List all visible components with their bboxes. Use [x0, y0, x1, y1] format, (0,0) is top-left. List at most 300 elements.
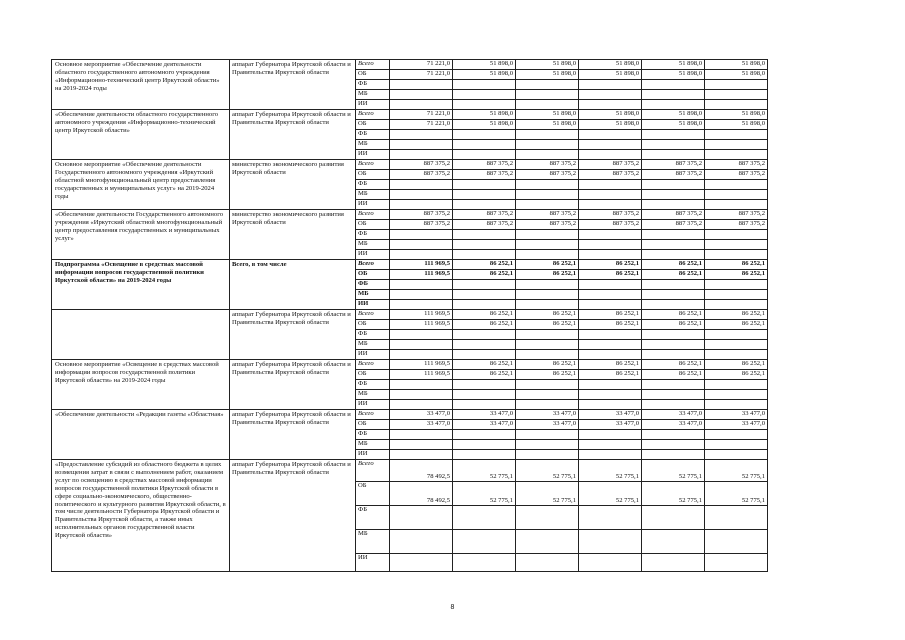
amount-cell — [453, 450, 516, 460]
amount-cell: 111 969,5 — [390, 310, 453, 320]
amount-cell: 86 252,1 — [579, 310, 642, 320]
amount-cell: 78 492,5 — [390, 482, 453, 506]
amount-cell — [390, 90, 453, 100]
amount-cell — [705, 390, 768, 400]
amount-cell: 887 375,2 — [579, 170, 642, 180]
amount-cell — [579, 380, 642, 390]
amount-cell — [642, 430, 705, 440]
amount-cell — [516, 300, 579, 310]
page-number: 8 — [450, 604, 455, 611]
amount-cell — [516, 440, 579, 450]
amount-cell — [705, 240, 768, 250]
funding-source-label: Всего — [356, 210, 390, 220]
amount-cell: 33 477,0 — [516, 410, 579, 420]
amount-cell — [642, 190, 705, 200]
amount-cell — [390, 100, 453, 110]
amount-cell — [642, 90, 705, 100]
table-row — [52, 460, 768, 482]
amount-cell: 86 252,1 — [705, 310, 768, 320]
amount-cell: 51 898,0 — [705, 70, 768, 80]
amount-cell: 52 775,1 — [453, 460, 516, 482]
funding-source-label: МБ — [356, 390, 390, 400]
amount-cell — [579, 140, 642, 150]
funding-source-label: Всего — [356, 310, 390, 320]
amount-cell: 887 375,2 — [516, 160, 579, 170]
amount-cell — [705, 180, 768, 190]
amount-cell: 86 252,1 — [705, 320, 768, 330]
amount-cell — [516, 250, 579, 260]
amount-cell — [390, 250, 453, 260]
amount-cell — [390, 430, 453, 440]
amount-cell: 86 252,1 — [579, 260, 642, 270]
amount-cell — [516, 180, 579, 190]
amount-cell: 887 375,2 — [642, 210, 705, 220]
amount-cell: 33 477,0 — [705, 420, 768, 430]
amount-cell — [705, 340, 768, 350]
amount-cell — [642, 400, 705, 410]
amount-cell — [390, 450, 453, 460]
amount-cell — [705, 230, 768, 240]
amount-cell — [642, 440, 705, 450]
funding-source-label: ИИ — [356, 250, 390, 260]
amount-cell — [390, 180, 453, 190]
funding-source-label: ИИ — [356, 300, 390, 310]
executor-name: министерство экономического развития Иркутской области — [230, 210, 356, 260]
amount-cell — [390, 390, 453, 400]
activity-description: «Обеспечение деятельности областного государственного автономного учреждения «Информационно-технический центр Иркутской области» — [52, 110, 230, 160]
amount-cell — [642, 130, 705, 140]
amount-cell — [705, 450, 768, 460]
amount-cell — [390, 80, 453, 90]
amount-cell: 51 898,0 — [453, 60, 516, 70]
funding-source-label: ОБ — [356, 270, 390, 280]
amount-cell: 33 477,0 — [642, 410, 705, 420]
funding-source-label: ФБ — [356, 430, 390, 440]
amount-cell: 86 252,1 — [579, 360, 642, 370]
amount-cell — [516, 530, 579, 554]
amount-cell: 51 898,0 — [516, 60, 579, 70]
amount-cell — [579, 450, 642, 460]
table-row — [52, 60, 768, 70]
activity-description: Основное мероприятие «Освещение в средствах массовой информации вопросов государственной политики Иркутской области» на 2019-2024 годы — [52, 360, 230, 410]
amount-cell — [453, 80, 516, 90]
amount-cell: 33 477,0 — [390, 410, 453, 420]
amount-cell — [705, 250, 768, 260]
amount-cell — [579, 530, 642, 554]
amount-cell: 33 477,0 — [453, 420, 516, 430]
table-row — [52, 210, 768, 220]
funding-source-label: ФБ — [356, 130, 390, 140]
table-row — [52, 260, 768, 270]
amount-cell: 51 898,0 — [642, 110, 705, 120]
amount-cell — [579, 350, 642, 360]
amount-cell — [579, 340, 642, 350]
amount-cell — [705, 440, 768, 450]
amount-cell — [516, 130, 579, 140]
amount-cell — [579, 80, 642, 90]
amount-cell — [579, 440, 642, 450]
amount-cell — [579, 150, 642, 160]
funding-source-label: Всего — [356, 160, 390, 170]
amount-cell — [516, 350, 579, 360]
funding-source-label: ОБ — [356, 70, 390, 80]
amount-cell: 51 898,0 — [579, 60, 642, 70]
amount-cell: 86 252,1 — [642, 270, 705, 280]
amount-cell: 111 969,5 — [390, 320, 453, 330]
amount-cell: 51 898,0 — [516, 120, 579, 130]
amount-cell — [516, 150, 579, 160]
amount-cell: 887 375,2 — [516, 210, 579, 220]
funding-source-label: ИИ — [356, 100, 390, 110]
funding-source-label: ИИ — [356, 150, 390, 160]
activity-description: «Обеспечение деятельности «Редакции газеты «Областная» — [52, 410, 230, 460]
funding-source-label: МБ — [356, 240, 390, 250]
amount-cell — [642, 230, 705, 240]
amount-cell — [579, 130, 642, 140]
amount-cell: 71 221,0 — [390, 120, 453, 130]
amount-cell — [453, 290, 516, 300]
amount-cell: 52 775,1 — [705, 460, 768, 482]
amount-cell — [642, 554, 705, 572]
amount-cell — [390, 280, 453, 290]
funding-source-label: ИИ — [356, 350, 390, 360]
amount-cell — [516, 190, 579, 200]
amount-cell: 887 375,2 — [705, 160, 768, 170]
amount-cell: 86 252,1 — [516, 360, 579, 370]
amount-cell: 51 898,0 — [642, 60, 705, 70]
amount-cell: 86 252,1 — [453, 360, 516, 370]
amount-cell: 71 221,0 — [390, 60, 453, 70]
amount-cell — [642, 150, 705, 160]
amount-cell — [453, 130, 516, 140]
amount-cell — [579, 180, 642, 190]
amount-cell — [642, 290, 705, 300]
amount-cell — [705, 380, 768, 390]
amount-cell: 86 252,1 — [642, 260, 705, 270]
amount-cell: 51 898,0 — [579, 120, 642, 130]
amount-cell — [516, 100, 579, 110]
amount-cell — [453, 100, 516, 110]
funding-source-label: ОБ — [356, 120, 390, 130]
amount-cell — [516, 390, 579, 400]
amount-cell: 887 375,2 — [453, 210, 516, 220]
amount-cell — [453, 180, 516, 190]
amount-cell — [453, 340, 516, 350]
amount-cell — [642, 390, 705, 400]
amount-cell: 86 252,1 — [642, 310, 705, 320]
amount-cell — [579, 90, 642, 100]
amount-cell — [516, 400, 579, 410]
amount-cell — [453, 240, 516, 250]
amount-cell: 887 375,2 — [453, 220, 516, 230]
amount-cell: 33 477,0 — [390, 420, 453, 430]
amount-cell — [705, 100, 768, 110]
amount-cell — [579, 290, 642, 300]
amount-cell — [390, 150, 453, 160]
funding-source-label: ФБ — [356, 506, 390, 530]
amount-cell: 887 375,2 — [705, 170, 768, 180]
budget-table — [51, 59, 768, 572]
funding-source-label: ИИ — [356, 200, 390, 210]
amount-cell — [579, 554, 642, 572]
amount-cell: 52 775,1 — [579, 460, 642, 482]
amount-cell: 33 477,0 — [579, 420, 642, 430]
funding-source-label: Всего — [356, 260, 390, 270]
amount-cell: 887 375,2 — [642, 170, 705, 180]
amount-cell — [579, 200, 642, 210]
funding-source-label: ФБ — [356, 380, 390, 390]
amount-cell: 887 375,2 — [453, 170, 516, 180]
amount-cell — [705, 130, 768, 140]
amount-cell: 86 252,1 — [579, 270, 642, 280]
amount-cell: 887 375,2 — [390, 160, 453, 170]
amount-cell: 111 969,5 — [390, 370, 453, 380]
amount-cell: 52 775,1 — [453, 482, 516, 506]
amount-cell — [642, 200, 705, 210]
funding-source-label: Всего — [356, 110, 390, 120]
amount-cell: 51 898,0 — [642, 70, 705, 80]
amount-cell — [516, 90, 579, 100]
amount-cell: 86 252,1 — [579, 370, 642, 380]
amount-cell — [390, 506, 453, 530]
amount-cell: 111 969,5 — [390, 360, 453, 370]
amount-cell: 86 252,1 — [453, 320, 516, 330]
amount-cell — [453, 300, 516, 310]
amount-cell: 86 252,1 — [705, 270, 768, 280]
amount-cell: 33 477,0 — [453, 410, 516, 420]
amount-cell: 887 375,2 — [579, 210, 642, 220]
amount-cell: 86 252,1 — [579, 320, 642, 330]
amount-cell — [516, 554, 579, 572]
amount-cell: 887 375,2 — [705, 220, 768, 230]
amount-cell — [516, 240, 579, 250]
amount-cell — [642, 350, 705, 360]
amount-cell: 51 898,0 — [642, 120, 705, 130]
amount-cell — [516, 140, 579, 150]
amount-cell — [642, 100, 705, 110]
funding-source-label: Всего — [356, 60, 390, 70]
executor-name: аппарат Губернатора Иркутской области и Правительства Иркутской области — [230, 360, 356, 410]
amount-cell — [390, 240, 453, 250]
amount-cell — [390, 200, 453, 210]
amount-cell: 33 477,0 — [516, 420, 579, 430]
amount-cell — [705, 290, 768, 300]
funding-source-label: ОБ — [356, 370, 390, 380]
amount-cell: 86 252,1 — [453, 260, 516, 270]
amount-cell — [516, 330, 579, 340]
amount-cell — [705, 200, 768, 210]
amount-cell: 887 375,2 — [516, 170, 579, 180]
amount-cell — [516, 450, 579, 460]
table-row — [52, 410, 768, 420]
amount-cell: 86 252,1 — [642, 320, 705, 330]
amount-cell — [453, 530, 516, 554]
amount-cell — [453, 250, 516, 260]
funding-source-label: Всего — [356, 410, 390, 420]
amount-cell — [390, 190, 453, 200]
executor-name: Всего, в том числе — [230, 260, 356, 310]
amount-cell — [516, 80, 579, 90]
amount-cell: 51 898,0 — [516, 70, 579, 80]
budget-table-page — [51, 59, 768, 572]
amount-cell — [453, 400, 516, 410]
amount-cell: 111 969,5 — [390, 260, 453, 270]
amount-cell — [579, 300, 642, 310]
amount-cell — [453, 230, 516, 240]
executor-name: аппарат Губернатора Иркутской области и Правительства Иркутской области — [230, 310, 356, 360]
amount-cell — [579, 190, 642, 200]
amount-cell — [705, 554, 768, 572]
amount-cell — [705, 190, 768, 200]
amount-cell: 51 898,0 — [453, 70, 516, 80]
table-row — [52, 310, 768, 320]
amount-cell: 86 252,1 — [516, 270, 579, 280]
funding-source-label: ОБ — [356, 482, 390, 506]
amount-cell — [453, 350, 516, 360]
amount-cell: 887 375,2 — [642, 220, 705, 230]
amount-cell: 51 898,0 — [705, 110, 768, 120]
amount-cell — [642, 330, 705, 340]
activity-description: Подпрограмма «Освещение в средствах массовой информации вопросов государственной политики Иркутской области» на 2019-2024 годы — [52, 260, 230, 310]
funding-source-label: МБ — [356, 440, 390, 450]
funding-source-label: ОБ — [356, 170, 390, 180]
amount-cell — [516, 200, 579, 210]
amount-cell — [579, 240, 642, 250]
amount-cell: 86 252,1 — [453, 370, 516, 380]
amount-cell — [705, 80, 768, 90]
amount-cell — [642, 240, 705, 250]
amount-cell — [516, 230, 579, 240]
amount-cell — [642, 506, 705, 530]
amount-cell: 86 252,1 — [705, 370, 768, 380]
amount-cell: 52 775,1 — [642, 460, 705, 482]
amount-cell: 887 375,2 — [390, 220, 453, 230]
amount-cell — [390, 230, 453, 240]
amount-cell — [453, 150, 516, 160]
amount-cell: 51 898,0 — [453, 120, 516, 130]
amount-cell — [453, 140, 516, 150]
funding-source-label: Всего — [356, 460, 390, 482]
funding-source-label: ФБ — [356, 80, 390, 90]
amount-cell — [705, 350, 768, 360]
amount-cell — [390, 340, 453, 350]
funding-source-label: ИИ — [356, 400, 390, 410]
amount-cell — [705, 506, 768, 530]
executor-name: министерство экономического развития Иркутской области — [230, 160, 356, 210]
amount-cell: 887 375,2 — [390, 170, 453, 180]
funding-source-label: ФБ — [356, 230, 390, 240]
amount-cell: 86 252,1 — [453, 310, 516, 320]
amount-cell: 86 252,1 — [516, 370, 579, 380]
amount-cell: 111 969,5 — [390, 270, 453, 280]
amount-cell — [453, 390, 516, 400]
amount-cell — [516, 340, 579, 350]
amount-cell — [453, 554, 516, 572]
amount-cell — [642, 530, 705, 554]
amount-cell: 887 375,2 — [390, 210, 453, 220]
amount-cell — [390, 290, 453, 300]
amount-cell: 52 775,1 — [705, 482, 768, 506]
amount-cell — [579, 100, 642, 110]
executor-name: аппарат Губернатора Иркутской области и Правительства Иркутской области — [230, 460, 356, 572]
amount-cell: 52 775,1 — [516, 482, 579, 506]
amount-cell: 33 477,0 — [579, 410, 642, 420]
amount-cell: 52 775,1 — [516, 460, 579, 482]
amount-cell — [579, 330, 642, 340]
amount-cell: 887 375,2 — [705, 210, 768, 220]
amount-cell: 33 477,0 — [705, 410, 768, 420]
amount-cell — [642, 140, 705, 150]
amount-cell — [453, 380, 516, 390]
amount-cell — [390, 300, 453, 310]
amount-cell — [642, 250, 705, 260]
amount-cell — [453, 506, 516, 530]
amount-cell — [705, 430, 768, 440]
amount-cell: 86 252,1 — [642, 370, 705, 380]
amount-cell — [705, 140, 768, 150]
funding-source-label: ОБ — [356, 220, 390, 230]
amount-cell: 78 492,5 — [390, 460, 453, 482]
amount-cell: 52 775,1 — [642, 482, 705, 506]
amount-cell: 86 252,1 — [705, 360, 768, 370]
amount-cell — [705, 280, 768, 290]
amount-cell: 51 898,0 — [579, 70, 642, 80]
funding-source-label: ОБ — [356, 320, 390, 330]
table-row — [52, 160, 768, 170]
amount-cell — [453, 440, 516, 450]
funding-source-label: МБ — [356, 340, 390, 350]
amount-cell: 86 252,1 — [516, 260, 579, 270]
funding-source-label: МБ — [356, 140, 390, 150]
funding-source-label: МБ — [356, 90, 390, 100]
amount-cell — [516, 430, 579, 440]
amount-cell — [705, 300, 768, 310]
amount-cell — [642, 450, 705, 460]
amount-cell — [642, 280, 705, 290]
amount-cell — [579, 506, 642, 530]
amount-cell — [705, 530, 768, 554]
amount-cell: 86 252,1 — [516, 310, 579, 320]
funding-source-label: МБ — [356, 190, 390, 200]
amount-cell: 887 375,2 — [642, 160, 705, 170]
amount-cell — [390, 400, 453, 410]
activity-description — [52, 310, 230, 360]
amount-cell — [705, 400, 768, 410]
amount-cell — [453, 330, 516, 340]
amount-cell — [516, 290, 579, 300]
funding-source-label: ОБ — [356, 420, 390, 430]
amount-cell: 71 221,0 — [390, 70, 453, 80]
amount-cell — [453, 90, 516, 100]
amount-cell — [390, 440, 453, 450]
amount-cell — [390, 140, 453, 150]
table-row — [52, 360, 768, 370]
activity-description: «Обеспечение деятельности Государственного автономного учреждения «Иркутский областной многофункциональный центр предоставления государственных и муниципальных услуг» — [52, 210, 230, 260]
amount-cell: 887 375,2 — [579, 160, 642, 170]
table-row — [52, 110, 768, 120]
amount-cell: 887 375,2 — [579, 220, 642, 230]
executor-name: аппарат Губернатора Иркутской области и Правительства Иркутской области — [230, 410, 356, 460]
amount-cell: 86 252,1 — [516, 320, 579, 330]
amount-cell — [516, 380, 579, 390]
amount-cell: 86 252,1 — [453, 270, 516, 280]
funding-source-label: МБ — [356, 530, 390, 554]
amount-cell — [579, 280, 642, 290]
amount-cell: 887 375,2 — [453, 160, 516, 170]
amount-cell: 51 898,0 — [705, 120, 768, 130]
funding-source-label: ФБ — [356, 330, 390, 340]
activity-description: «Предоставление субсидий из областного бюджета в целях возмещения затрат в связи с выполнением работ, оказанием услуг по освещению в средствах массовой информации вопросов государственной политики Иркутской области в сфере социально-экономического, общественно-политического и культурного развития Иркутской области, в том числе деятельности Губернатора Иркутской области и Правительства Иркутской области, а также иных исполнительных органов государственной власти Иркутской области» — [52, 460, 230, 572]
